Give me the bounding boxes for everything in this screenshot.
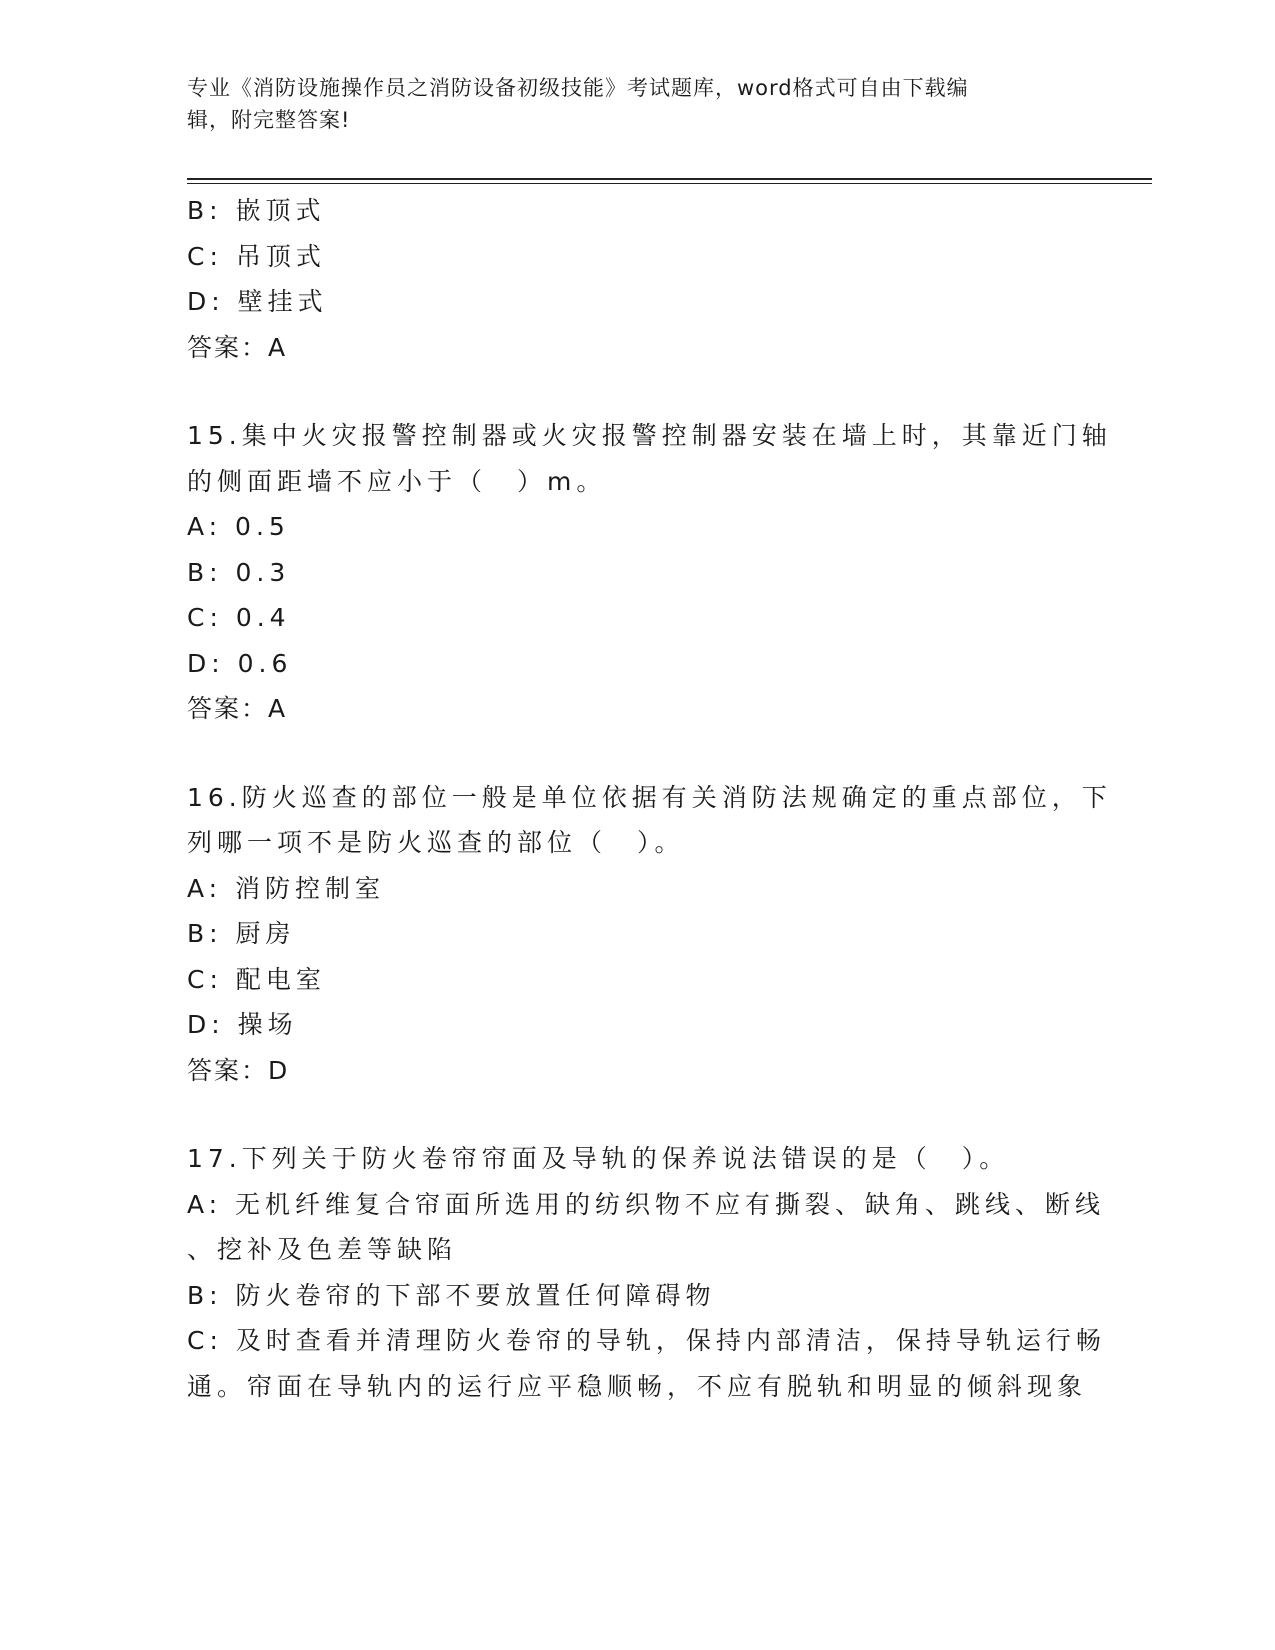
header-divider-thick [187, 178, 1152, 180]
question-16 [187, 775, 1112, 1094]
question-spacer [187, 1093, 1087, 1136]
option-b: B: 防火卷帘的下部不要放置任何障碍物 [187, 1280, 716, 1310]
answer-line: 答案：A [187, 694, 288, 723]
option-a: A: 0.5 [187, 512, 290, 541]
header-line-1: 专业《消防设施操作员之消防设备初级技能》考试题库，word格式可自由下载编 [187, 76, 969, 100]
question-17 [187, 1136, 1106, 1409]
option-b: B: 0.3 [187, 557, 291, 587]
previous-question-tail [187, 188, 1087, 370]
question-stem: 15.集中火灾报警控制器或火灾报警控制器安装在墙上时，其靠近门轴 [187, 421, 1112, 450]
option-a-continued: 、挖补及色差等缺陷 [187, 1235, 458, 1264]
option-c: C: 及时查看并清理防火卷帘的导轨，保持内部清洁，保持导轨运行畅 [187, 1326, 1106, 1355]
option-b: B: 厨房 [187, 919, 296, 948]
question-spacer [187, 370, 1087, 413]
answer-line: 答案：A [187, 332, 288, 362]
question-stem: 的侧面距墙不应小于（ ）m。 [187, 466, 607, 496]
header-divider-thin [187, 183, 1152, 184]
question-stem: 17.下列关于防火卷帘帘面及导轨的保养说法错误的是（ ）。 [187, 1144, 1010, 1173]
answer-line: 答案：D [187, 1055, 290, 1085]
option-d: D: 壁挂式 [187, 287, 328, 316]
option-a: A: 无机纤维复合帘面所选用的纺织物不应有撕裂、缺角、跳线、断线 [187, 1189, 1106, 1219]
question-15 [187, 413, 1112, 732]
option-b: B: 嵌顶式 [187, 196, 326, 225]
option-c: C: 0.4 [187, 603, 291, 632]
option-c: C: 吊顶式 [187, 241, 326, 271]
header-line-2: 辑，附完整答案! [187, 108, 351, 132]
option-d: D: 操场 [187, 1010, 298, 1039]
question-stem: 16.防火巡查的部位一般是单位依据有关消防法规确定的重点部位，下 [187, 782, 1112, 812]
option-c: C: 配电室 [187, 964, 326, 994]
question-stem: 列哪一项不是防火巡查的部位（ ）。 [187, 828, 685, 857]
question-content [187, 188, 1112, 1409]
document-header [187, 72, 1077, 136]
option-c-continued: 通。帘面在导轨内的运行应平稳顺畅，不应有脱轨和明显的倾斜现象 [187, 1371, 1088, 1401]
question-spacer [187, 732, 1087, 775]
option-a: A: 消防控制室 [187, 873, 386, 903]
option-d: D: 0.6 [187, 648, 293, 678]
